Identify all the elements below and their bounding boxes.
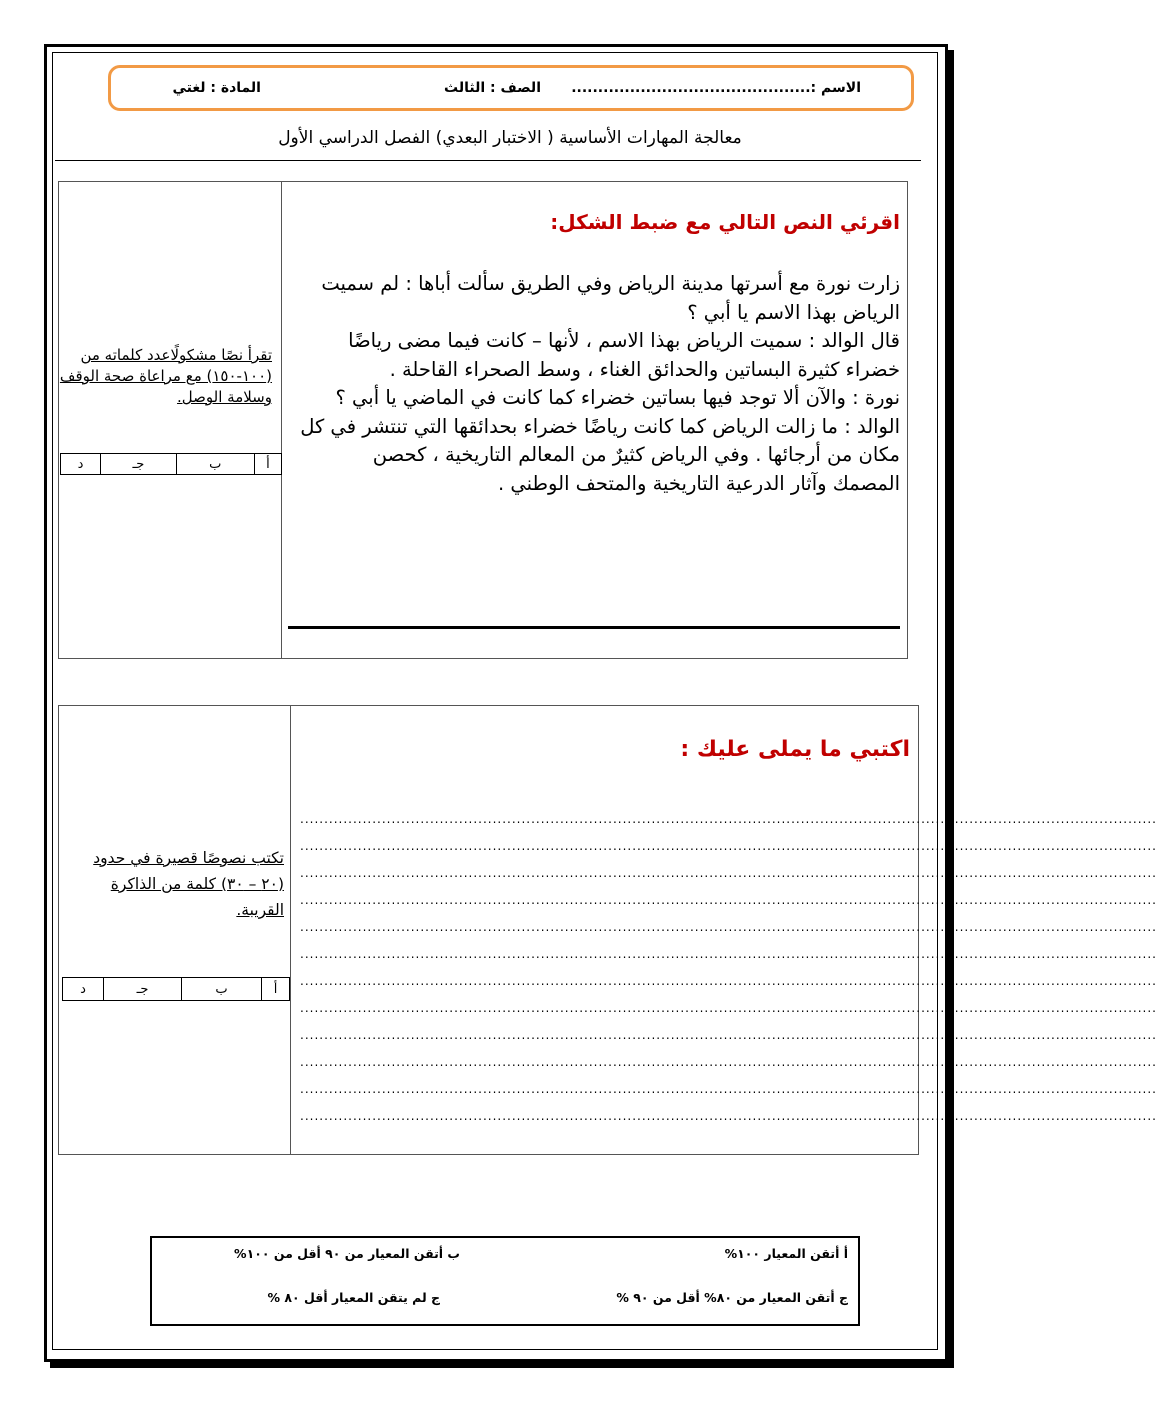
reading-passage bbox=[300, 270, 900, 498]
reading-section-divider bbox=[281, 181, 282, 658]
writing-line[interactable]: .................................................................................................................................................................................. bbox=[300, 1001, 1157, 1015]
writing-line[interactable]: .................................................................................................................................................................................. bbox=[300, 866, 1157, 880]
reading-heading: اقرئي النص التالي مع ضبط الشكل: bbox=[550, 210, 900, 234]
writing-line[interactable]: .................................................................................................................................................................................. bbox=[300, 893, 1157, 907]
grade-cell-b[interactable]: ب bbox=[181, 978, 261, 1001]
dictation-heading: اكتبي ما يملى عليك : bbox=[680, 737, 910, 762]
writing-line[interactable]: .................................................................................................................................................................................. bbox=[300, 920, 1157, 934]
grade-cell-b[interactable]: ب bbox=[176, 454, 254, 475]
reading-criterion: تقرأ نصًا مشكولًاعدد كلماته من (١٠٠-١٥٠) مع مراعاة صحة الوقف وسلامة الوصل. bbox=[59, 346, 272, 406]
dictation-criterion: تكتب نصوصًا قصيرة في حدود (٢٠ – ٣٠) كلمة من الذاكرة القريبة. bbox=[93, 849, 284, 919]
legend-c: ج أتقن المعيار من ٨٠% أقل من ٩٠ % bbox=[616, 1290, 848, 1305]
grade-cell-c[interactable]: جـ bbox=[104, 978, 182, 1001]
page-title: معالجة المهارات الأساسية ( الاختبار البعدي) الفصل الدراسي الأول bbox=[278, 128, 742, 148]
reading-grade-table bbox=[60, 453, 282, 475]
legend-a: أ أتقن المعيار ١٠٠% bbox=[724, 1246, 848, 1261]
passage-paragraph: الوالد : ما زالت الرياض كما كانت رياضًا خضراء بحدائقها التي تنتشر في كل مكان من أرجائها . وفي الرياض كثيرٌ من المعالم التاريخية ، كحصن المصمك وآثار الدرعية التاريخية والمتحف الوطني . bbox=[300, 414, 900, 495]
grading-legend bbox=[150, 1236, 860, 1326]
writing-line[interactable]: .................................................................................................................................................................................. bbox=[300, 974, 1157, 988]
writing-line[interactable]: .................................................................................................................................................................................. bbox=[300, 839, 1157, 853]
writing-line[interactable]: .................................................................................................................................................................................. bbox=[300, 1109, 1157, 1123]
writing-line[interactable]: .................................................................................................................................................................................. bbox=[300, 1028, 1157, 1042]
passage-paragraph: زارت نورة مع أسرتها مدينة الرياض وفي الطريق سألت أباها : لم سميت الرياض بهذا الاسم يا أبي ؟ bbox=[321, 272, 900, 324]
dictation-section-divider bbox=[290, 705, 291, 1154]
grade-cell-a[interactable]: أ bbox=[254, 454, 281, 475]
writing-line[interactable]: .................................................................................................................................................................................. bbox=[300, 1082, 1157, 1096]
name-field[interactable]: الاسم :............................................. bbox=[571, 80, 861, 96]
grade-label: الصف : الثالث bbox=[444, 80, 541, 96]
grade-cell-c[interactable]: جـ bbox=[101, 454, 177, 475]
subject-label: المادة : لغتي bbox=[172, 80, 261, 96]
passage-paragraph: قال الوالد : سميت الرياض بهذا الاسم ، لأنها – كانت فيما مضى رياضًا خضراء كثيرة البساتين والحدائق الغناء ، وسط الصحراء القاحلة . bbox=[348, 329, 900, 381]
grade-cell-d[interactable]: د bbox=[63, 978, 104, 1001]
passage-underline bbox=[288, 626, 900, 629]
student-info-header bbox=[108, 65, 914, 111]
legend-d: ج لم يتقن المعيار أقل ٨٠ % bbox=[267, 1290, 440, 1305]
dictation-grade-table bbox=[62, 977, 290, 1001]
title-divider bbox=[55, 160, 921, 161]
grade-cell-a[interactable]: أ bbox=[262, 978, 290, 1001]
writing-line[interactable]: .................................................................................................................................................................................. bbox=[300, 947, 1157, 961]
writing-line[interactable]: .................................................................................................................................................................................. bbox=[300, 1055, 1157, 1069]
grade-cell-d[interactable]: د bbox=[61, 454, 101, 475]
legend-b: ب أتقن المعيار من ٩٠ أقل من ١٠٠% bbox=[234, 1246, 460, 1261]
writing-line[interactable]: .................................................................................................................................................................................. bbox=[300, 812, 1157, 826]
passage-paragraph: نورة : والآن ألا توجد فيها بساتين خضراء كما كانت في الماضي يا أبي ؟ bbox=[335, 386, 900, 409]
